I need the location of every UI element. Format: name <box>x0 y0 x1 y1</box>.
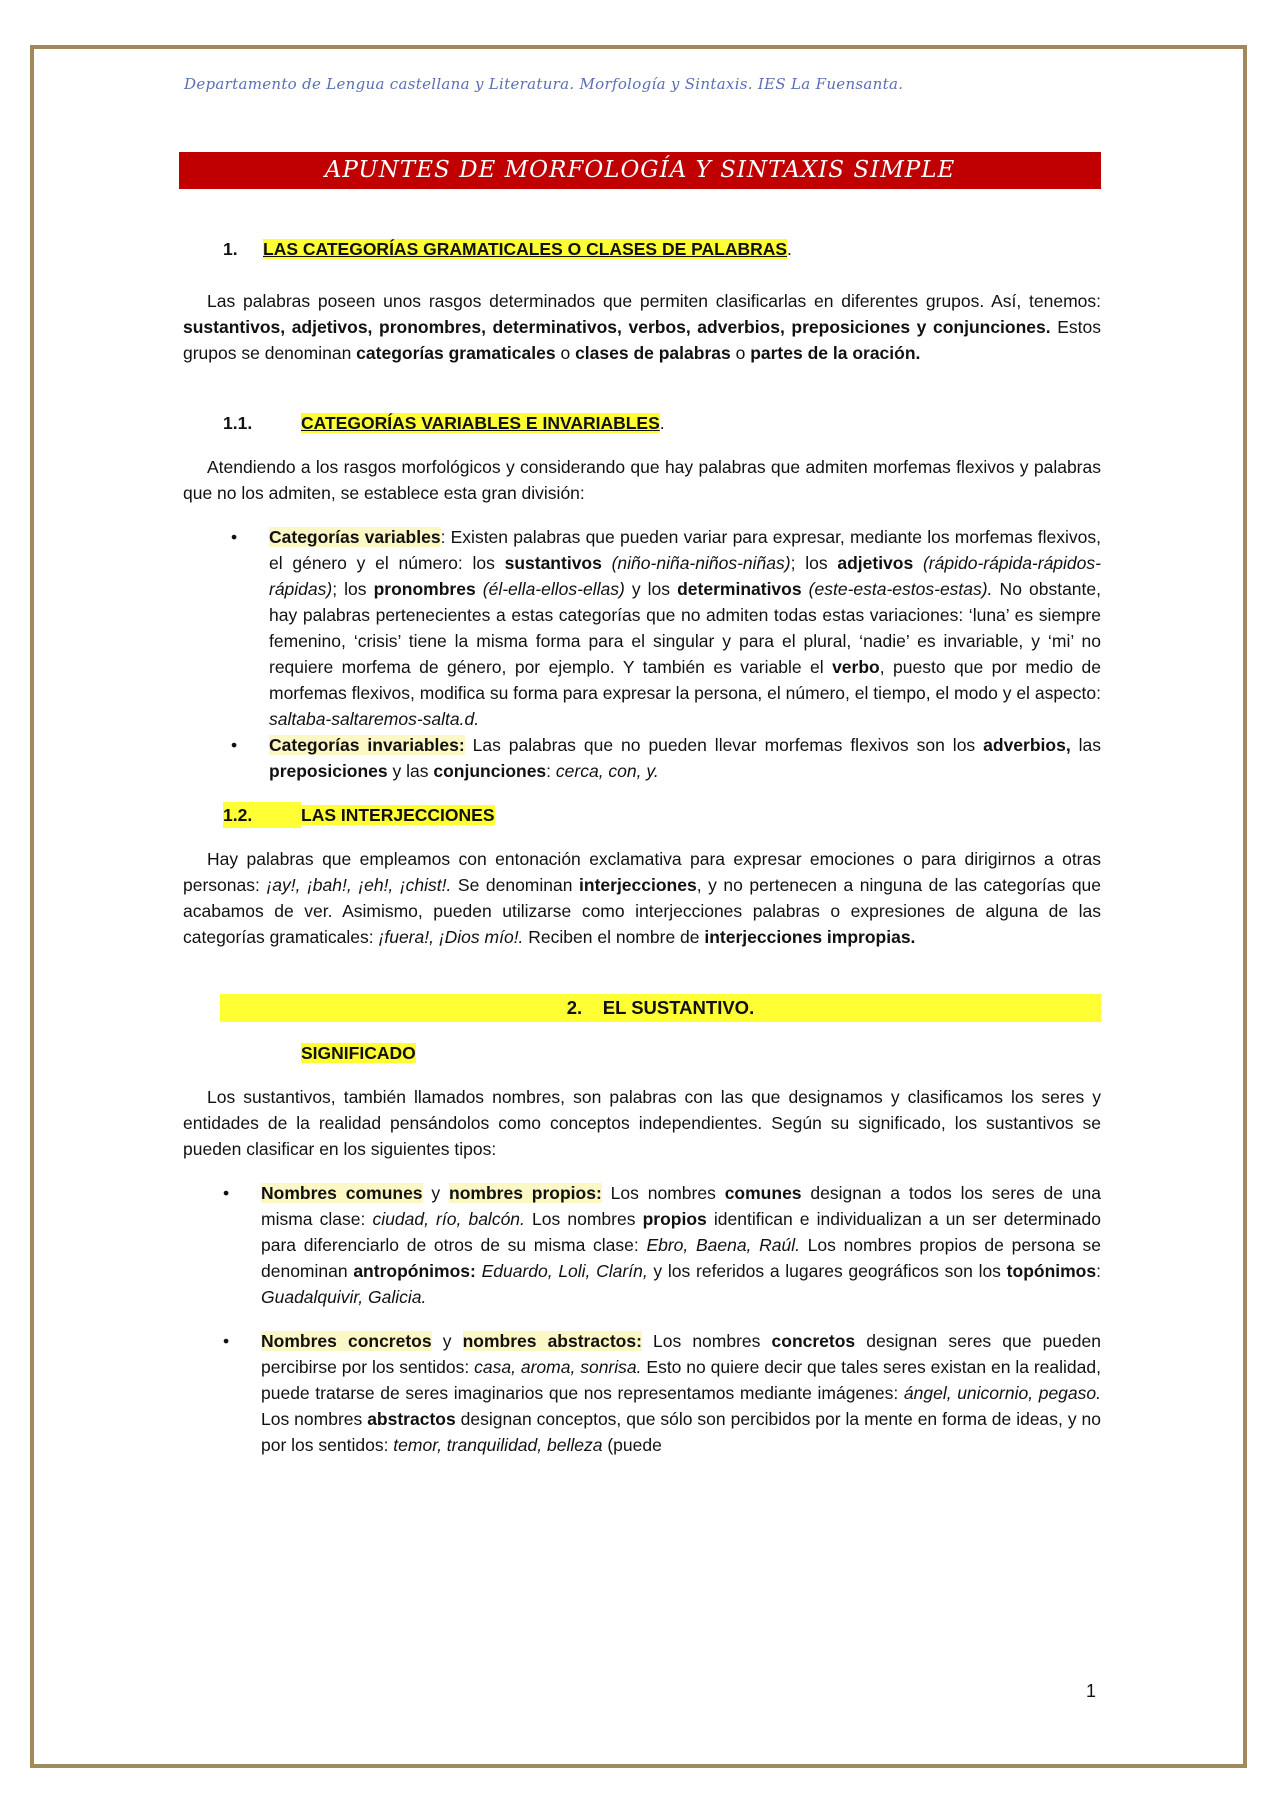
page-number: 1 <box>1086 1681 1097 1701</box>
section-2-number: 2. <box>566 997 583 1018</box>
section-1-title: LAS CATEGORÍAS GRAMATICALES O CLASES DE PALABRAS <box>263 239 788 259</box>
section-1-1-intro: Atendiendo a los rasgos morfológicos y considerando que hay palabras que admiten morfemas flexivos y palabras que no los admiten, se establece esta gran división: <box>183 457 1101 503</box>
list-item-concretos-abstractos: • Nombres concretos y nombres abstractos: Los nombres concretos designan seres que pueden percibirse por los sentidos: casa, aroma, sonrisa. Esto no quiere decir que tales seres existan en la realidad, puede tratarse de seres imaginarios que nos representamos mediante imágenes: ángel, unicornio, pegaso. Los nombres abstractos designan conceptos, que sólo son percibidos por la mente en forma de ideas, y no por los sentidos: temor, tranquilidad, belleza (puede <box>261 1328 1101 1458</box>
section-1-paragraph: Las palabras poseen unos rasgos determinados que permiten clasificarlas en diferentes grupos. Así, tenemos: sustantivos, adjetivos, pronombres, determinativos, verbos, adverbios, preposiciones y conjunciones. Estos grupos se denominan categorías gramaticales o clases de palabras o partes de la oración. <box>183 291 1101 363</box>
document-title: APUNTES DE MORFOLOGÍA Y SINTAXIS SIMPLE <box>324 157 956 183</box>
section-1-1-number: 1.1. <box>223 413 253 433</box>
section-1-1-title: CATEGORÍAS VARIABLES E INVARIABLES <box>301 413 660 433</box>
noun-types-list-2 <box>183 1328 1101 1458</box>
categories-list <box>183 524 1101 784</box>
section-1-heading: 1. LAS CATEGORÍAS GRAMATICALES O CLASES DE PALABRAS. <box>183 236 1101 262</box>
section-2-heading <box>220 994 1101 1022</box>
significado-heading: SIGNIFICADO <box>301 1043 416 1063</box>
section-1-2-heading <box>183 802 1101 828</box>
title-bar <box>179 152 1101 189</box>
section-1-number: 1. <box>223 239 238 259</box>
page-header: Departamento de Lengua castellana y Literatura. Morfología y Sintaxis. IES La Fuensanta. <box>184 75 904 93</box>
list-item-invariables: • Categorías invariables: Las palabras que no pueden llevar morfemas flexivos son los adverbios, las preposiciones y las conjunciones: cerca, con, y. <box>269 732 1101 784</box>
noun-types-list <box>183 1180 1101 1310</box>
section-2-intro: Los sustantivos, también llamados nombres, son palabras con las que designamos y clasificamos los seres y entidades de la realidad pensándolos como conceptos independientes. Según su significado, los sustantivos se pueden clasificar en los siguientes tipos: <box>183 1087 1101 1159</box>
list-item-variables: • Categorías variables: Existen palabras que pueden variar para expresar, mediante los morfemas flexivos, el género y el número: los sustantivos (niño-niña-niños-niñas); los adjetivos (rápido-rápida-rápidos-rápidas); los pronombres (él-ella-ellos-ellas) y los determinativos (este-esta-estos-estas). No obstante, hay palabras pertenecientes a estas categorías que no admiten todas estas variaciones: ‘luna’ es siempre femenino, ‘crisis’ tiene la misma forma para el singular y para el plural, ‘nadie’ es invariable, y ‘mi’ no requiere morfema de género, por ejemplo. Y también es variable el verbo, puesto que por medio de morfemas flexivos, modifica su forma para expresar la persona, el número, el tiempo, el modo y el aspecto: saltaba-saltaremos-salta.d. <box>269 524 1101 732</box>
section-1-2-title: LAS INTERJECCIONES <box>301 805 495 825</box>
section-1-2-number: 1.2. <box>223 802 301 828</box>
section-1-1-heading: 1.1. CATEGORÍAS VARIABLES E INVARIABLES. <box>183 410 1101 436</box>
document-body <box>183 236 1101 1458</box>
section-1-2-paragraph: Hay palabras que empleamos con entonación exclamativa para expresar emociones o para dirigirnos a otras personas: ¡ay!, ¡bah!, ¡eh!, ¡chist!. Se denominan interjecciones, y no pertenecen a ninguna de las categorías que acabamos de ver. Asimismo, pueden utilizarse como interjecciones palabras o expresiones de alguna de las categorías gramaticales: ¡fuera!, ¡Dios mío!. Reciben el nombre de interjecciones impropias. <box>183 849 1102 947</box>
section-2-title: EL SUSTANTIVO. <box>602 997 755 1018</box>
list-item-comunes-propios: • Nombres comunes y nombres propios: Los nombres comunes designan a todos los seres de una misma clase: ciudad, río, balcón. Los nombres propios identifican e individualizan a un ser determinado para diferenciarlo de otros de su misma clase: Ebro, Baena, Raúl. Los nombres propios de persona se denominan antropónimos: Eduardo, Loli, Clarín, y los referidos a lugares geográficos son los topónimos: Guadalquivir, Galicia. <box>261 1180 1101 1310</box>
